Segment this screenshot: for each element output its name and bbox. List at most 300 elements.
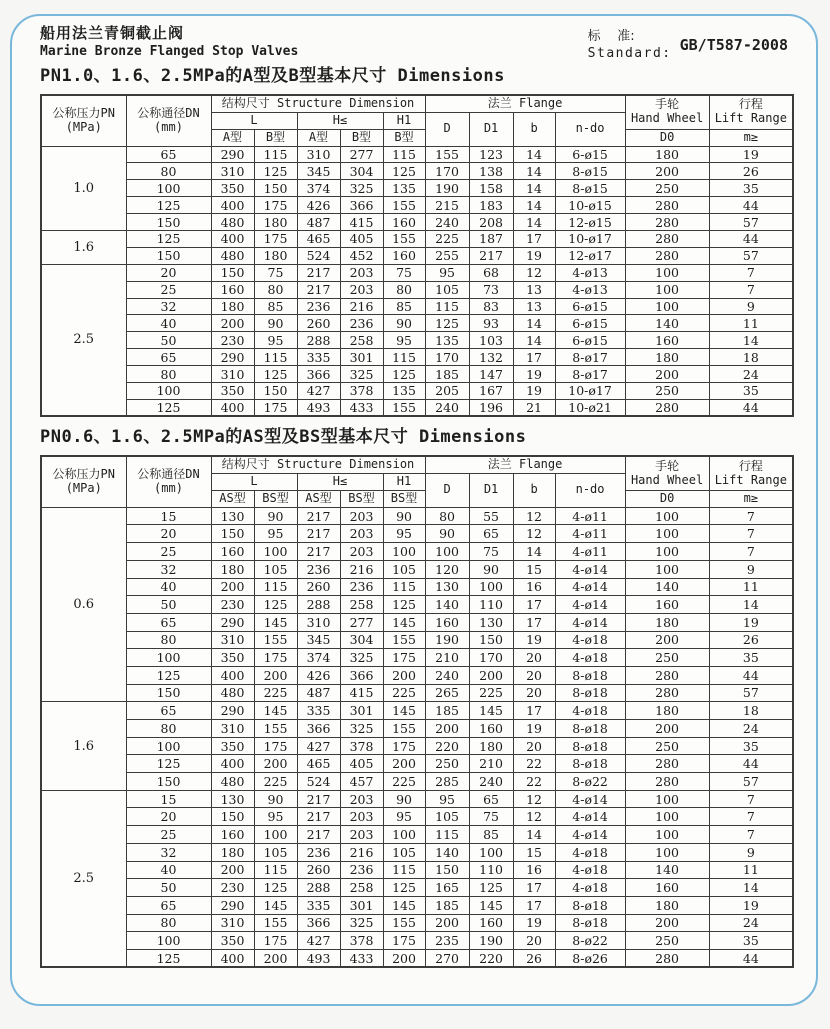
dimension-cell: 14 xyxy=(513,332,555,349)
dimension-cell: 125 xyxy=(383,366,425,383)
dimension-cell: 150 xyxy=(254,180,297,197)
dimension-cell: 17 xyxy=(513,702,555,720)
dimension-cell: 65 xyxy=(469,790,513,808)
table-row xyxy=(41,543,793,561)
dimension-cell: 125 xyxy=(254,163,297,180)
dimension-cell: 130 xyxy=(211,790,254,808)
dimension-cell: 25 xyxy=(126,281,211,298)
table-row xyxy=(41,382,793,399)
dimension-cell: 7 xyxy=(709,808,793,826)
dimension-cell: 110 xyxy=(469,861,513,879)
dimension-cell: 100 xyxy=(126,649,211,667)
dimension-cell: 40 xyxy=(126,861,211,879)
dimension-cell: 130 xyxy=(211,507,254,525)
dimension-cell: 105 xyxy=(254,560,297,578)
dimension-cell: 160 xyxy=(625,879,709,897)
dimension-cell: 180 xyxy=(211,298,254,315)
standard-label-zh: 标 准: xyxy=(587,29,635,44)
dimension-cell: 457 xyxy=(340,773,383,791)
dimension-cell: 100 xyxy=(383,543,425,561)
title-block xyxy=(40,24,298,60)
dimension-cell: 235 xyxy=(425,932,469,950)
dimension-cell: 115 xyxy=(383,146,425,163)
dimension-cell: 236 xyxy=(340,315,383,332)
col-header-m: m≥ xyxy=(709,129,793,146)
dimension-cell: 19 xyxy=(513,631,555,649)
dimension-cell: 19 xyxy=(513,382,555,399)
dimension-cell: 225 xyxy=(383,773,425,791)
dimension-cell: 290 xyxy=(211,896,254,914)
dimension-cell: 215 xyxy=(425,197,469,214)
dimension-cell: 225 xyxy=(254,773,297,791)
dimension-cell: 8-ø15 xyxy=(555,180,625,197)
col-header-type-bs: BS型 xyxy=(383,490,425,507)
dimension-cell: 83 xyxy=(469,298,513,315)
dimension-cell: 240 xyxy=(425,666,469,684)
col-header-l: L xyxy=(211,473,297,490)
dimension-cell: 95 xyxy=(425,790,469,808)
dimension-cell: 135 xyxy=(425,332,469,349)
dimension-cell: 95 xyxy=(383,808,425,826)
dimension-cell: 310 xyxy=(297,613,340,631)
dimension-cell: 150 xyxy=(211,525,254,543)
dimension-cell: 350 xyxy=(211,180,254,197)
dimension-cell: 240 xyxy=(425,214,469,231)
dimension-cell: 190 xyxy=(469,932,513,950)
dimension-cell: 20 xyxy=(126,808,211,826)
dimension-cell: 125 xyxy=(126,230,211,247)
dimension-cell: 8-ø17 xyxy=(555,366,625,383)
dimension-cell: 400 xyxy=(211,399,254,416)
dimension-cell: 160 xyxy=(625,332,709,349)
dimension-cell: 65 xyxy=(126,349,211,366)
dimension-cell: 125 xyxy=(126,399,211,416)
dimension-cell: 335 xyxy=(297,349,340,366)
col-header-type-b: B型 xyxy=(254,129,297,146)
dimension-cell: 140 xyxy=(625,861,709,879)
dimension-cell: 158 xyxy=(469,180,513,197)
dimension-cell: 310 xyxy=(211,163,254,180)
table-row xyxy=(41,214,793,231)
dimension-cell: 32 xyxy=(126,843,211,861)
dimension-cell: 200 xyxy=(425,720,469,738)
dimension-cell: 175 xyxy=(254,399,297,416)
dimension-cell: 304 xyxy=(340,163,383,180)
dimension-cell: 290 xyxy=(211,702,254,720)
table-row xyxy=(41,507,793,525)
dimension-cell: 335 xyxy=(297,702,340,720)
dimension-cell: 236 xyxy=(297,843,340,861)
dimension-cell: 19 xyxy=(513,914,555,932)
dimension-cell: 210 xyxy=(469,755,513,773)
title-chinese: 船用法兰青铜截止阀 xyxy=(40,24,185,42)
dimension-cell: 180 xyxy=(625,702,709,720)
dimension-cell: 95 xyxy=(254,332,297,349)
col-header-type-as: AS型 xyxy=(211,490,254,507)
dimension-cell: 4-ø14 xyxy=(555,578,625,596)
dimension-cell: 258 xyxy=(340,596,383,614)
pressure-group-cell: 0.6 xyxy=(41,507,126,702)
dimension-cell: 115 xyxy=(425,298,469,315)
dimension-cell: 73 xyxy=(469,281,513,298)
dimension-cell: 480 xyxy=(211,684,254,702)
dimension-cell: 80 xyxy=(254,281,297,298)
dimension-cell: 20 xyxy=(513,932,555,950)
dimension-cell: 17 xyxy=(513,879,555,897)
dimension-cell: 32 xyxy=(126,298,211,315)
dimension-cell: 288 xyxy=(297,332,340,349)
table-row xyxy=(41,247,793,264)
dimension-cell: 115 xyxy=(254,578,297,596)
dimension-cell: 147 xyxy=(469,366,513,383)
col-header-type-b: B型 xyxy=(340,129,383,146)
dimension-cell: 277 xyxy=(340,613,383,631)
dimension-cell: 415 xyxy=(340,214,383,231)
standard-labels xyxy=(588,28,672,62)
dimension-cell: 280 xyxy=(625,666,709,684)
dimension-cell: 95 xyxy=(254,808,297,826)
dimension-cell: 258 xyxy=(340,332,383,349)
col-header-structure: 结构尺寸 Structure Dimension xyxy=(211,95,425,112)
dimension-cell: 217 xyxy=(297,507,340,525)
dimension-cell: 14 xyxy=(513,197,555,214)
dimension-cell: 217 xyxy=(297,790,340,808)
col-header-dn: 公称通径DN (mm) xyxy=(126,95,211,146)
dimension-cell: 185 xyxy=(425,702,469,720)
dimension-cell: 105 xyxy=(383,560,425,578)
dimension-cell: 25 xyxy=(126,543,211,561)
dimension-cell: 95 xyxy=(383,525,425,543)
table-row xyxy=(41,298,793,315)
dimension-cell: 4-ø14 xyxy=(555,790,625,808)
dimension-cell: 258 xyxy=(340,879,383,897)
dimension-cell: 8-ø18 xyxy=(555,737,625,755)
dimension-cell: 110 xyxy=(469,596,513,614)
dimension-cell: 15 xyxy=(513,843,555,861)
dimension-cell: 140 xyxy=(425,843,469,861)
dimension-cell: 8-ø18 xyxy=(555,755,625,773)
dimension-cell: 180 xyxy=(625,896,709,914)
dimension-cell: 225 xyxy=(383,684,425,702)
table-row xyxy=(41,315,793,332)
dimension-cell: 57 xyxy=(709,684,793,702)
table-row xyxy=(41,896,793,914)
dimension-cell: 190 xyxy=(425,180,469,197)
table-row xyxy=(41,560,793,578)
dimension-cell: 7 xyxy=(709,826,793,844)
dimension-cell: 57 xyxy=(709,773,793,791)
dimension-cell: 280 xyxy=(625,247,709,264)
dimension-cell: 155 xyxy=(383,399,425,416)
dimensions-table-as-bs xyxy=(40,455,794,968)
dimension-cell: 125 xyxy=(254,366,297,383)
dimension-cell: 15 xyxy=(126,790,211,808)
col-header-pressure: 公称压力PN (MPa) xyxy=(41,95,126,146)
dimension-cell: 200 xyxy=(383,666,425,684)
dimension-cell: 345 xyxy=(297,631,340,649)
table-row xyxy=(41,163,793,180)
dimension-cell: 100 xyxy=(625,826,709,844)
dimension-cell: 350 xyxy=(211,382,254,399)
dimension-cell: 185 xyxy=(425,366,469,383)
dimension-cell: 452 xyxy=(340,247,383,264)
dimension-cell: 4-ø18 xyxy=(555,879,625,897)
dimension-cell: 400 xyxy=(211,755,254,773)
dimension-cell: 9 xyxy=(709,560,793,578)
dimension-cell: 325 xyxy=(340,649,383,667)
dimension-cell: 100 xyxy=(625,843,709,861)
dimension-cell: 150 xyxy=(211,264,254,281)
dimension-cell: 200 xyxy=(625,631,709,649)
dimension-cell: 426 xyxy=(297,197,340,214)
dimension-cell: 26 xyxy=(709,631,793,649)
dimension-cell: 175 xyxy=(383,649,425,667)
table-row xyxy=(41,146,793,163)
dimension-cell: 138 xyxy=(469,163,513,180)
dimension-cell: 427 xyxy=(297,382,340,399)
dimension-cell: 95 xyxy=(383,332,425,349)
col-header-type-a: A型 xyxy=(297,129,340,146)
dimension-cell: 24 xyxy=(709,366,793,383)
dimension-cell: 155 xyxy=(254,914,297,932)
col-header-h1: H1 xyxy=(383,112,425,129)
col-header-structure: 结构尺寸 Structure Dimension xyxy=(211,456,425,473)
dimension-cell: 35 xyxy=(709,737,793,755)
dimension-cell: 310 xyxy=(297,146,340,163)
dimension-cell: 480 xyxy=(211,773,254,791)
dimension-cell: 125 xyxy=(126,755,211,773)
dimension-cell: 160 xyxy=(211,281,254,298)
dimension-cell: 65 xyxy=(469,525,513,543)
dimension-cell: 427 xyxy=(297,737,340,755)
dimension-cell: 80 xyxy=(126,163,211,180)
dimension-cell: 8-ø15 xyxy=(555,163,625,180)
dimension-cell: 8-ø26 xyxy=(555,949,625,967)
dimension-cell: 26 xyxy=(513,949,555,967)
dimension-cell: 185 xyxy=(425,896,469,914)
dimension-cell: 366 xyxy=(340,197,383,214)
dimension-cell: 366 xyxy=(297,366,340,383)
dimension-cell: 180 xyxy=(469,737,513,755)
dimension-cell: 115 xyxy=(254,146,297,163)
col-header-d: D xyxy=(425,473,469,507)
dimension-cell: 123 xyxy=(469,146,513,163)
dimension-cell: 310 xyxy=(211,366,254,383)
dimension-cell: 210 xyxy=(425,649,469,667)
dimension-cell: 250 xyxy=(625,382,709,399)
dimension-cell: 15 xyxy=(513,560,555,578)
col-header-type-bs: BS型 xyxy=(340,490,383,507)
title-english: Marine Bronze Flanged Stop Valves xyxy=(40,44,299,59)
dimension-cell: 250 xyxy=(625,737,709,755)
dimension-cell: 225 xyxy=(469,684,513,702)
document-card xyxy=(10,14,818,1006)
dimension-cell: 175 xyxy=(254,197,297,214)
dimension-cell: 125 xyxy=(126,949,211,967)
dimension-cell: 183 xyxy=(469,197,513,214)
dimension-cell: 493 xyxy=(297,949,340,967)
table-row xyxy=(41,366,793,383)
table-row xyxy=(41,808,793,826)
dimension-cell: 85 xyxy=(469,826,513,844)
dimension-cell: 170 xyxy=(425,163,469,180)
dimension-cell: 20 xyxy=(513,684,555,702)
dimension-cell: 180 xyxy=(211,560,254,578)
dimension-cell: 10-ø15 xyxy=(555,197,625,214)
dimension-cell: 7 xyxy=(709,790,793,808)
dimension-cell: 216 xyxy=(340,843,383,861)
dimension-cell: 7 xyxy=(709,525,793,543)
dimension-cell: 8-ø18 xyxy=(555,684,625,702)
standard-value: GB/T587-2008 xyxy=(679,36,788,54)
dimension-cell: 217 xyxy=(297,525,340,543)
standard-label-en: Standard: xyxy=(587,46,672,61)
dimension-cell: 265 xyxy=(425,684,469,702)
dimension-cell: 200 xyxy=(254,755,297,773)
dimension-cell: 366 xyxy=(297,914,340,932)
dimension-cell: 415 xyxy=(340,684,383,702)
dimension-cell: 190 xyxy=(425,631,469,649)
dimension-cell: 22 xyxy=(513,755,555,773)
dimension-cell: 35 xyxy=(709,180,793,197)
table-row xyxy=(41,879,793,897)
dimension-cell: 167 xyxy=(469,382,513,399)
dimension-cell: 200 xyxy=(469,666,513,684)
dimension-cell: 14 xyxy=(709,596,793,614)
dimension-cell: 19 xyxy=(709,613,793,631)
dimension-cell: 145 xyxy=(383,702,425,720)
dimension-cell: 280 xyxy=(625,230,709,247)
dimension-cell: 85 xyxy=(383,298,425,315)
dimension-cell: 145 xyxy=(383,613,425,631)
dimension-cell: 200 xyxy=(625,163,709,180)
dimension-cell: 20 xyxy=(513,649,555,667)
dimension-cell: 366 xyxy=(297,720,340,738)
dimension-cell: 75 xyxy=(254,264,297,281)
pressure-group-cell: 1.6 xyxy=(41,230,126,264)
col-header-flange: 法兰 Flange xyxy=(425,456,625,473)
table-row xyxy=(41,666,793,684)
dimension-cell: 100 xyxy=(625,808,709,826)
dimension-cell: 288 xyxy=(297,596,340,614)
dimension-cell: 208 xyxy=(469,214,513,231)
dimension-cell: 135 xyxy=(383,180,425,197)
table-row xyxy=(41,790,793,808)
col-header-l: L xyxy=(211,112,297,129)
dimension-cell: 150 xyxy=(425,861,469,879)
dimension-cell: 200 xyxy=(254,949,297,967)
dimension-cell: 7 xyxy=(709,543,793,561)
table-row xyxy=(41,843,793,861)
dimension-cell: 240 xyxy=(425,399,469,416)
dimension-cell: 4-ø18 xyxy=(555,649,625,667)
table-row xyxy=(41,649,793,667)
dimension-cell: 225 xyxy=(425,230,469,247)
dimension-cell: 335 xyxy=(297,896,340,914)
dimension-cell: 100 xyxy=(625,298,709,315)
dimension-cell: 7 xyxy=(709,507,793,525)
dimension-cell: 180 xyxy=(625,349,709,366)
dimension-cell: 145 xyxy=(469,896,513,914)
dimension-cell: 130 xyxy=(425,578,469,596)
dimension-cell: 90 xyxy=(254,315,297,332)
dimension-cell: 270 xyxy=(425,949,469,967)
dimension-cell: 125 xyxy=(425,315,469,332)
dimension-cell: 65 xyxy=(126,896,211,914)
dimension-cell: 285 xyxy=(425,773,469,791)
dimension-cell: 236 xyxy=(340,578,383,596)
dimension-cell: 6-ø15 xyxy=(555,298,625,315)
dimension-cell: 250 xyxy=(625,649,709,667)
dimension-cell: 17 xyxy=(513,896,555,914)
dimension-cell: 378 xyxy=(340,932,383,950)
dimension-cell: 80 xyxy=(425,507,469,525)
table-row xyxy=(41,197,793,214)
dimension-cell: 140 xyxy=(625,315,709,332)
dimension-cell: 220 xyxy=(425,737,469,755)
dimension-cell: 93 xyxy=(469,315,513,332)
dimension-cell: 6-ø15 xyxy=(555,146,625,163)
dimension-cell: 250 xyxy=(425,755,469,773)
dimension-cell: 90 xyxy=(383,790,425,808)
dimension-cell: 155 xyxy=(383,230,425,247)
dimension-cell: 465 xyxy=(297,755,340,773)
dimension-cell: 310 xyxy=(211,914,254,932)
dimension-cell: 200 xyxy=(625,366,709,383)
dimension-cell: 280 xyxy=(625,773,709,791)
dimension-cell: 304 xyxy=(340,631,383,649)
dimension-cell: 13 xyxy=(513,281,555,298)
table-row xyxy=(41,755,793,773)
dimension-cell: 374 xyxy=(297,180,340,197)
dimension-cell: 35 xyxy=(709,649,793,667)
dimension-cell: 50 xyxy=(126,596,211,614)
dimension-cell: 280 xyxy=(625,399,709,416)
dimension-cell: 14 xyxy=(513,214,555,231)
dimension-cell: 19 xyxy=(513,720,555,738)
dimension-cell: 200 xyxy=(625,720,709,738)
dimension-cell: 230 xyxy=(211,596,254,614)
dimension-cell: 4-ø18 xyxy=(555,631,625,649)
dimension-cell: 350 xyxy=(211,649,254,667)
table2-title: PN0.6、1.6、2.5MPa的AS型及BS型基本尺寸 Dimensions xyxy=(40,427,527,448)
dimension-cell: 6-ø15 xyxy=(555,332,625,349)
pressure-group-cell: 2.5 xyxy=(41,264,126,416)
dimension-cell: 12-ø17 xyxy=(555,247,625,264)
dimension-cell: 400 xyxy=(211,949,254,967)
dimension-cell: 433 xyxy=(340,399,383,416)
dimension-cell: 203 xyxy=(340,525,383,543)
dimension-cell: 290 xyxy=(211,613,254,631)
dimension-cell: 225 xyxy=(254,684,297,702)
dimension-cell: 20 xyxy=(126,525,211,543)
dimension-cell: 310 xyxy=(211,720,254,738)
dimension-cell: 100 xyxy=(625,790,709,808)
dimension-cell: 217 xyxy=(297,808,340,826)
dimension-cell: 205 xyxy=(425,382,469,399)
table-row xyxy=(41,230,793,247)
table-row xyxy=(41,826,793,844)
dimension-cell: 75 xyxy=(383,264,425,281)
dimension-cell: 100 xyxy=(254,826,297,844)
dimension-cell: 150 xyxy=(254,382,297,399)
dimension-cell: 405 xyxy=(340,755,383,773)
dimension-cell: 57 xyxy=(709,214,793,231)
dimension-cell: 524 xyxy=(297,773,340,791)
dimension-cell: 18 xyxy=(709,349,793,366)
dimension-cell: 44 xyxy=(709,949,793,967)
dimension-cell: 175 xyxy=(383,737,425,755)
